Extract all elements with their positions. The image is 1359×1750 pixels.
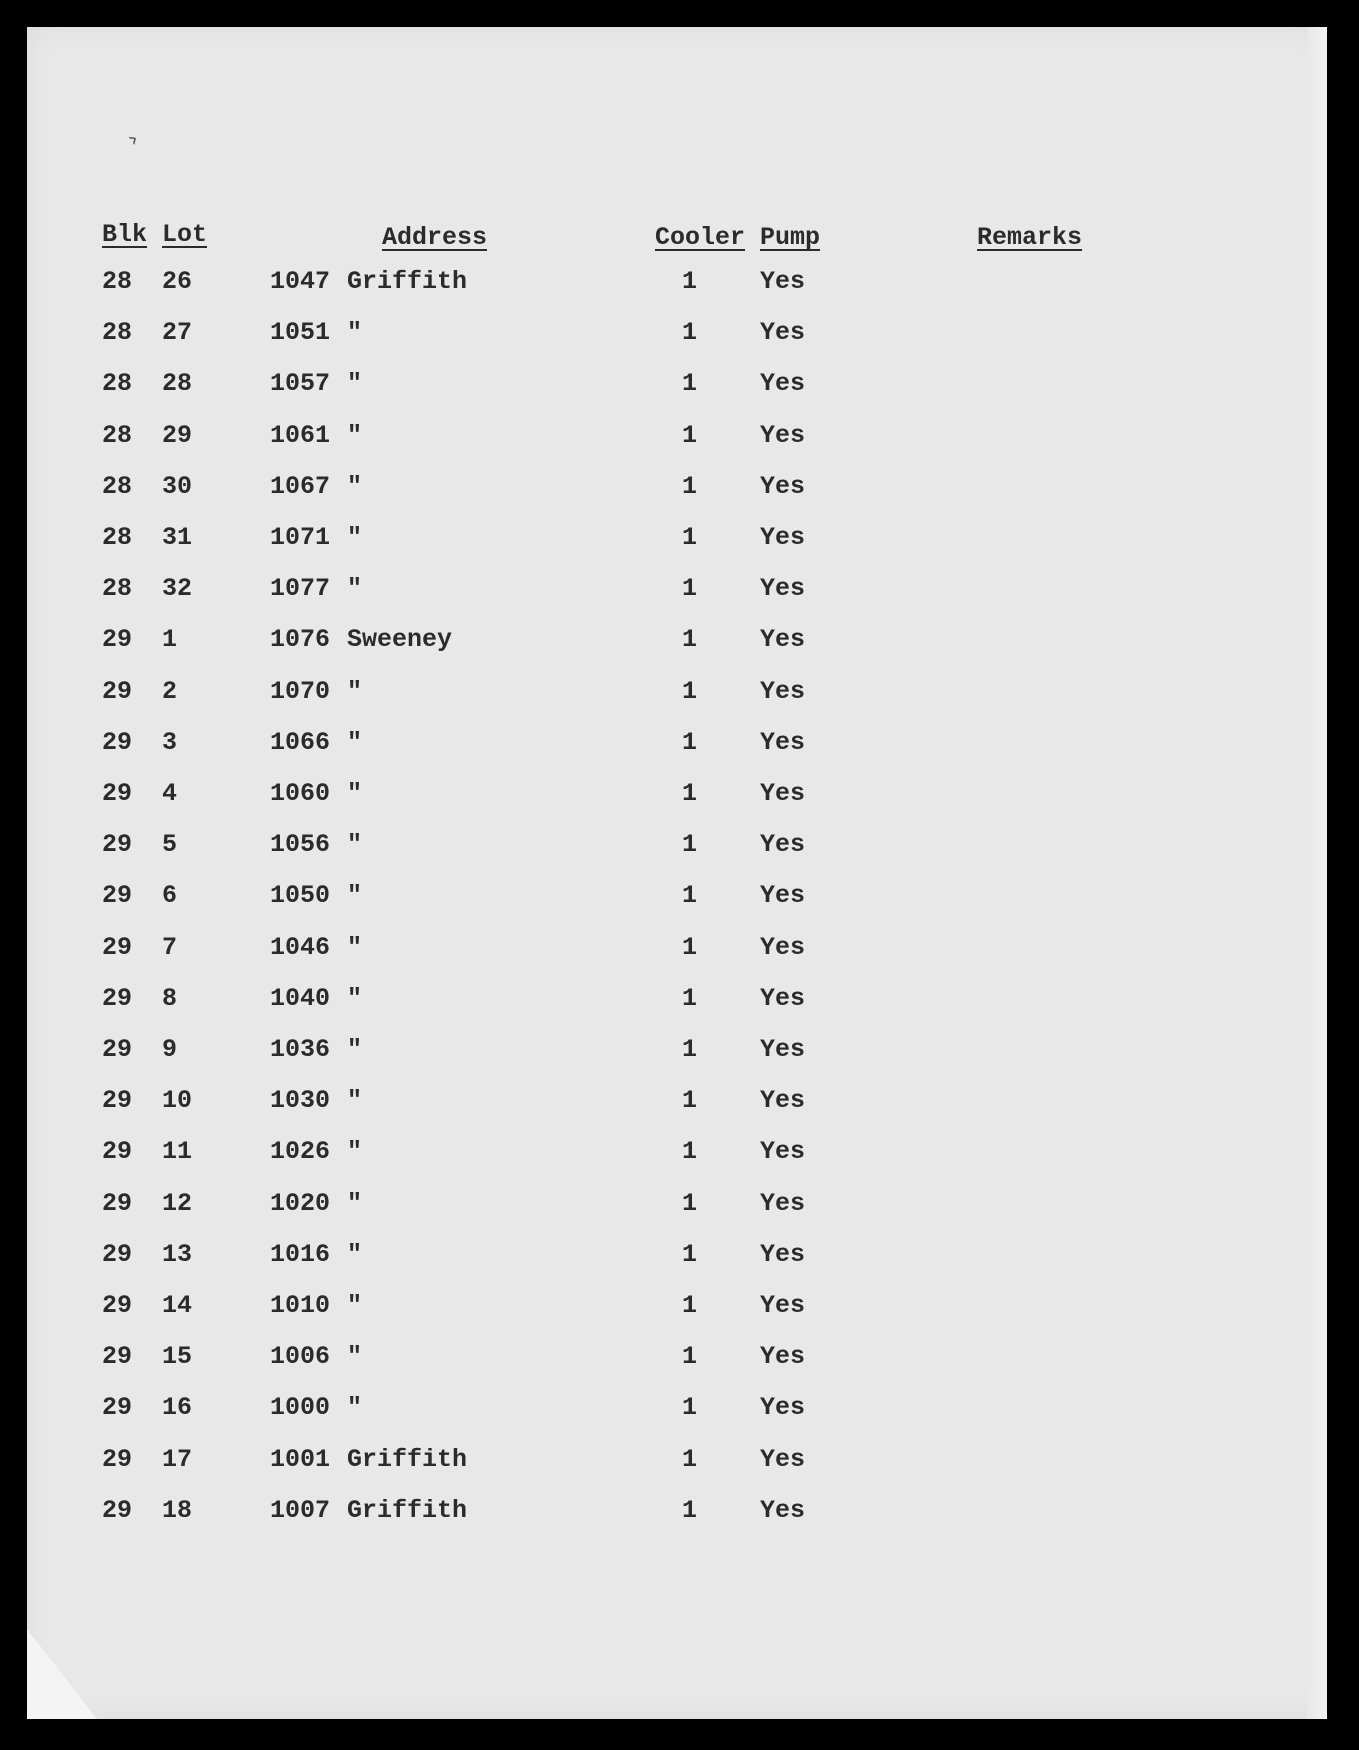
header-cooler: Cooler bbox=[655, 223, 746, 252]
header-address: Address bbox=[382, 223, 488, 252]
cell-cooler: 1 bbox=[682, 1189, 698, 1218]
cell-street: " bbox=[347, 728, 363, 757]
cell-pump: Yes bbox=[760, 677, 806, 706]
cell-cooler: 1 bbox=[682, 830, 698, 859]
cell-blk: 29 bbox=[102, 1035, 133, 1064]
cell-pump: Yes bbox=[760, 1240, 806, 1269]
corner-fold bbox=[27, 1629, 97, 1719]
cell-blk: 29 bbox=[102, 1342, 133, 1371]
cell-cooler: 1 bbox=[682, 1035, 698, 1064]
cell-pump: Yes bbox=[760, 779, 806, 808]
cell-blk: 29 bbox=[102, 1291, 133, 1320]
cell-lot: 30 bbox=[162, 472, 193, 501]
cell-pump: Yes bbox=[760, 421, 806, 450]
cell-street: " bbox=[347, 779, 363, 808]
cell-lot: 5 bbox=[162, 830, 178, 859]
cell-pump: Yes bbox=[760, 267, 806, 296]
cell-cooler: 1 bbox=[682, 625, 698, 654]
cell-lot: 14 bbox=[162, 1291, 193, 1320]
cell-num: 1016 bbox=[270, 1240, 331, 1269]
cell-num: 1066 bbox=[270, 728, 331, 757]
cell-pump: Yes bbox=[760, 1086, 806, 1115]
cell-pump: Yes bbox=[760, 1137, 806, 1166]
cell-pump: Yes bbox=[760, 1342, 806, 1371]
cell-pump: Yes bbox=[760, 523, 806, 552]
cell-lot: 32 bbox=[162, 574, 193, 603]
header-remarks: Remarks bbox=[977, 223, 1083, 252]
cell-cooler: 1 bbox=[682, 1496, 698, 1525]
cell-num: 1061 bbox=[270, 421, 331, 450]
cell-lot: 3 bbox=[162, 728, 178, 757]
cell-lot: 13 bbox=[162, 1240, 193, 1269]
cell-street: " bbox=[347, 523, 363, 552]
cell-cooler: 1 bbox=[682, 574, 698, 603]
cell-num: 1000 bbox=[270, 1393, 331, 1422]
cell-cooler: 1 bbox=[682, 1240, 698, 1269]
cell-street: " bbox=[347, 318, 363, 347]
cell-street: " bbox=[347, 881, 363, 910]
cell-street: " bbox=[347, 1189, 363, 1218]
cell-street: " bbox=[347, 1137, 363, 1166]
cell-num: 1010 bbox=[270, 1291, 331, 1320]
cell-cooler: 1 bbox=[682, 1137, 698, 1166]
cell-lot: 29 bbox=[162, 421, 193, 450]
cell-lot: 15 bbox=[162, 1342, 193, 1371]
cell-blk: 28 bbox=[102, 421, 133, 450]
cell-lot: 1 bbox=[162, 625, 178, 654]
cell-blk: 29 bbox=[102, 779, 133, 808]
cell-street: " bbox=[347, 1393, 363, 1422]
cell-street: Sweeney bbox=[347, 625, 453, 654]
cell-street: " bbox=[347, 1035, 363, 1064]
cell-blk: 28 bbox=[102, 267, 133, 296]
cell-num: 1046 bbox=[270, 933, 331, 962]
cell-num: 1006 bbox=[270, 1342, 331, 1371]
cell-num: 1020 bbox=[270, 1189, 331, 1218]
cell-street: " bbox=[347, 1240, 363, 1269]
cell-pump: Yes bbox=[760, 881, 806, 910]
cell-blk: 28 bbox=[102, 369, 133, 398]
cell-blk: 29 bbox=[102, 1189, 133, 1218]
cell-lot: 26 bbox=[162, 267, 193, 296]
cell-num: 1060 bbox=[270, 779, 331, 808]
cell-pump: Yes bbox=[760, 1035, 806, 1064]
cell-blk: 29 bbox=[102, 1240, 133, 1269]
cell-num: 1070 bbox=[270, 677, 331, 706]
cell-blk: 28 bbox=[102, 472, 133, 501]
cell-cooler: 1 bbox=[682, 728, 698, 757]
cell-lot: 16 bbox=[162, 1393, 193, 1422]
paper-edge bbox=[1307, 27, 1327, 1719]
cell-pump: Yes bbox=[760, 933, 806, 962]
cell-lot: 17 bbox=[162, 1445, 193, 1474]
cell-cooler: 1 bbox=[682, 369, 698, 398]
cell-street: Griffith bbox=[347, 1445, 468, 1474]
cell-pump: Yes bbox=[760, 728, 806, 757]
cell-street: " bbox=[347, 369, 363, 398]
cell-num: 1051 bbox=[270, 318, 331, 347]
cell-street: " bbox=[347, 472, 363, 501]
cell-street: " bbox=[347, 421, 363, 450]
cell-cooler: 1 bbox=[682, 318, 698, 347]
cell-cooler: 1 bbox=[682, 1393, 698, 1422]
cell-lot: 4 bbox=[162, 779, 178, 808]
cell-street: Griffith bbox=[347, 267, 468, 296]
cell-cooler: 1 bbox=[682, 881, 698, 910]
cell-cooler: 1 bbox=[682, 1291, 698, 1320]
cell-lot: 12 bbox=[162, 1189, 193, 1218]
cell-num: 1036 bbox=[270, 1035, 331, 1064]
cell-lot: 7 bbox=[162, 933, 178, 962]
cell-blk: 29 bbox=[102, 933, 133, 962]
cell-pump: Yes bbox=[760, 1496, 806, 1525]
cell-lot: 10 bbox=[162, 1086, 193, 1115]
cell-cooler: 1 bbox=[682, 779, 698, 808]
cell-pump: Yes bbox=[760, 625, 806, 654]
header-pump: Pump bbox=[760, 223, 821, 252]
cell-lot: 31 bbox=[162, 523, 193, 552]
cell-blk: 28 bbox=[102, 574, 133, 603]
cell-num: 1007 bbox=[270, 1496, 331, 1525]
cell-blk: 29 bbox=[102, 830, 133, 859]
cell-num: 1001 bbox=[270, 1445, 331, 1474]
pencil-mark-icon: › bbox=[122, 126, 145, 153]
cell-num: 1076 bbox=[270, 625, 331, 654]
cell-street: Griffith bbox=[347, 1496, 468, 1525]
cell-pump: Yes bbox=[760, 369, 806, 398]
cell-lot: 27 bbox=[162, 318, 193, 347]
cell-blk: 29 bbox=[102, 984, 133, 1013]
cell-num: 1040 bbox=[270, 984, 331, 1013]
cell-num: 1067 bbox=[270, 472, 331, 501]
cell-lot: 9 bbox=[162, 1035, 178, 1064]
cell-cooler: 1 bbox=[682, 1086, 698, 1115]
cell-pump: Yes bbox=[760, 1445, 806, 1474]
cell-num: 1071 bbox=[270, 523, 331, 552]
cell-cooler: 1 bbox=[682, 267, 698, 296]
cell-blk: 29 bbox=[102, 881, 133, 910]
cell-lot: 28 bbox=[162, 369, 193, 398]
cell-pump: Yes bbox=[760, 1189, 806, 1218]
cell-pump: Yes bbox=[760, 318, 806, 347]
cell-pump: Yes bbox=[760, 472, 806, 501]
cell-cooler: 1 bbox=[682, 677, 698, 706]
cell-pump: Yes bbox=[760, 1291, 806, 1320]
cell-blk: 29 bbox=[102, 1393, 133, 1422]
cell-street: " bbox=[347, 574, 363, 603]
cell-blk: 29 bbox=[102, 728, 133, 757]
cell-cooler: 1 bbox=[682, 421, 698, 450]
document-page bbox=[27, 27, 1327, 1719]
cell-street: " bbox=[347, 830, 363, 859]
cell-blk: 29 bbox=[102, 1496, 133, 1525]
cell-blk: 29 bbox=[102, 1137, 133, 1166]
cell-street: " bbox=[347, 1086, 363, 1115]
header-blk: Blk bbox=[102, 220, 148, 249]
cell-num: 1056 bbox=[270, 830, 331, 859]
cell-lot: 6 bbox=[162, 881, 178, 910]
cell-num: 1050 bbox=[270, 881, 331, 910]
cell-street: " bbox=[347, 984, 363, 1013]
cell-cooler: 1 bbox=[682, 472, 698, 501]
cell-lot: 8 bbox=[162, 984, 178, 1013]
cell-num: 1030 bbox=[270, 1086, 331, 1115]
cell-blk: 29 bbox=[102, 1086, 133, 1115]
cell-lot: 2 bbox=[162, 677, 178, 706]
cell-blk: 28 bbox=[102, 318, 133, 347]
cell-cooler: 1 bbox=[682, 1445, 698, 1474]
cell-cooler: 1 bbox=[682, 1342, 698, 1371]
cell-pump: Yes bbox=[760, 830, 806, 859]
cell-blk: 28 bbox=[102, 523, 133, 552]
cell-blk: 29 bbox=[102, 625, 133, 654]
cell-street: " bbox=[347, 677, 363, 706]
cell-num: 1026 bbox=[270, 1137, 331, 1166]
cell-street: " bbox=[347, 1342, 363, 1371]
cell-num: 1077 bbox=[270, 574, 331, 603]
cell-num: 1047 bbox=[270, 267, 331, 296]
cell-street: " bbox=[347, 933, 363, 962]
cell-cooler: 1 bbox=[682, 984, 698, 1013]
cell-pump: Yes bbox=[760, 1393, 806, 1422]
header-lot: Lot bbox=[162, 220, 208, 249]
cell-street: " bbox=[347, 1291, 363, 1320]
cell-pump: Yes bbox=[760, 574, 806, 603]
cell-blk: 29 bbox=[102, 1445, 133, 1474]
cell-num: 1057 bbox=[270, 369, 331, 398]
cell-blk: 29 bbox=[102, 677, 133, 706]
cell-lot: 11 bbox=[162, 1137, 193, 1166]
cell-cooler: 1 bbox=[682, 933, 698, 962]
cell-lot: 18 bbox=[162, 1496, 193, 1525]
cell-pump: Yes bbox=[760, 984, 806, 1013]
cell-cooler: 1 bbox=[682, 523, 698, 552]
